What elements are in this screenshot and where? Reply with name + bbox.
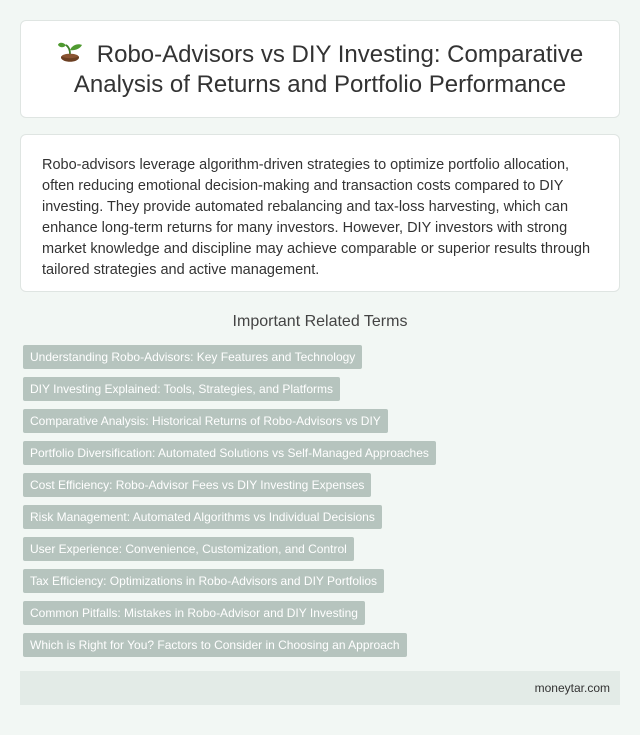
related-term-link[interactable]: Common Pitfalls: Mistakes in Robo-Advisor and DIY Investing xyxy=(23,601,365,625)
list-item xyxy=(23,601,436,633)
related-term-link[interactable]: Which is Right for You? Factors to Consider in Choosing an Approach xyxy=(23,633,407,657)
related-terms-list xyxy=(23,345,436,665)
list-item xyxy=(23,633,436,665)
related-term-link[interactable]: Risk Management: Automated Algorithms vs Individual Decisions xyxy=(23,505,382,529)
list-item xyxy=(23,569,436,601)
related-terms-heading: Important Related Terms xyxy=(232,313,408,330)
list-item xyxy=(23,505,436,537)
list-item xyxy=(23,537,436,569)
related-term-link[interactable]: Comparative Analysis: Historical Returns of Robo-Advisors vs DIY xyxy=(23,409,388,433)
list-item xyxy=(23,377,436,409)
related-term-link[interactable]: Cost Efficiency: Robo-Advisor Fees vs DIY Investing Expenses xyxy=(23,473,371,497)
list-item xyxy=(23,409,436,441)
footer-site-name: moneytar.com xyxy=(534,681,610,695)
list-item xyxy=(23,441,436,473)
related-term-link[interactable]: User Experience: Convenience, Customization, and Control xyxy=(23,537,354,561)
page-title-text: Robo-Advisors vs DIY Investing: Comparative Analysis of Returns and Portfolio Performance xyxy=(73,40,584,98)
related-term-link[interactable]: Tax Efficiency: Optimizations in Robo-Advisors and DIY Portfolios xyxy=(23,569,384,593)
intro-card xyxy=(20,134,620,292)
intro-text: Robo-advisors leverage algorithm-driven strategies to optimize portfolio allocation, often reducing emotional decision-making and transaction costs compared to DIY investing. They provide automated rebalancing and tax-loss harvesting, which can enhance long-term returns for many investors. However, DIY investors with strong market knowledge and discipline may achieve comparable or superior results through tailored strategies and active management. xyxy=(42,157,591,278)
related-term-link[interactable]: Understanding Robo-Advisors: Key Features and Technology xyxy=(23,345,362,369)
related-term-link[interactable]: Portfolio Diversification: Automated Solutions vs Self-Managed Approaches xyxy=(23,441,436,465)
list-item xyxy=(23,473,436,505)
sprout-icon xyxy=(57,39,83,65)
related-term-link[interactable]: DIY Investing Explained: Tools, Strategies, and Platforms xyxy=(23,377,340,401)
footer xyxy=(20,671,620,705)
page-title xyxy=(51,39,589,100)
list-item xyxy=(23,345,436,377)
title-card xyxy=(20,20,620,118)
